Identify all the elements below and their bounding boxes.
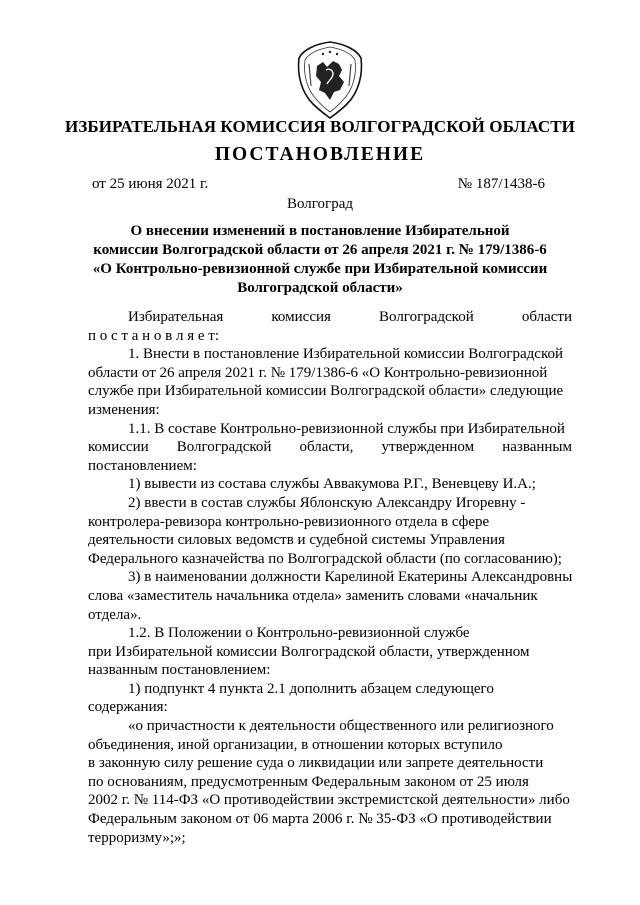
quote-line: Федеральным законом от 06 марта 2006 г. № 35-ФЗ «О противодействии [88,811,552,828]
paragraph-line: отдела». [88,606,142,623]
paragraph-line: слова «заместитель начальника отдела» заменить словами «начальник [88,587,538,604]
word: области, [299,439,354,456]
paragraph-line: постановлением: [88,457,197,474]
word: Волгоградской [176,439,272,456]
organization-name: ИЗБИРАТЕЛЬНАЯ КОМИССИЯ ВОЛГОГРАДСКОЙ ОБЛАСТИ [65,117,575,136]
word: утвержденном [381,439,475,456]
word: комиссия [271,309,331,325]
paragraph-line: 3) в наименовании должности Карелиной Екатерины Александровны [128,569,573,586]
paragraph-line: деятельности силовых ведомств и судебной системы Управления [88,532,505,549]
paragraph-line: 1.2. В Положении о Контрольно-ревизионной службе [128,625,470,642]
word: комиссии [88,439,149,456]
quote-line: «о причастности к деятельности общественного или религиозного [128,718,554,735]
paragraph-line [88,438,572,457]
paragraph-line: службе при Избирательной комиссии Волгоградской области» следующие [88,383,564,400]
document-city: Волгоград [286,196,353,212]
quote-line: 2002 г. № 114-ФЗ «О противодействии экстремистской деятельности» либо [88,792,570,809]
intro-line [88,308,572,327]
word: Волгоградской [379,309,474,325]
word: области [521,309,572,325]
title-line: Волгоградской области» [237,280,403,296]
paragraph-line: Федерального казначейства по Волгоградской области (по согласованию); [88,550,562,567]
paragraph-line: при Избирательной комиссии Волгоградской области, утвержденном [88,643,530,660]
paragraph-line: изменения: [88,401,160,418]
word: Избирательная [128,309,224,325]
document-title [85,222,555,298]
paragraph-line: содержания: [88,699,168,716]
coat-of-arms-icon [293,40,367,120]
quote-line: по основаниям, предусмотренным Федеральным законом от 25 июля [88,773,529,790]
paragraph-line: 1.1. В составе Контрольно-ревизионной службы при Избирательной [128,420,565,437]
document-date: от 25 июня 2021 г. [92,176,209,192]
quote-line: объединения, иной организации, в отношении которых вступило [88,736,503,753]
document-body [88,308,572,847]
paragraph-line: контролера-ревизора контрольно-ревизионного отдела в сфере [88,513,490,530]
quote-line: в законную силу решение суда о ликвидации или запрете деятельности [88,755,544,772]
title-line: комиссии Волгоградской области от 26 апреля 2021 г. № 179/1386-6 [93,242,547,258]
paragraph-line: 1) подпункт 4 пункта 2.1 дополнить абзацем следующего [128,680,494,697]
paragraph-line: 1) вывести из состава службы Аввакумова Р.Г., Веневцеву И.А.; [128,476,536,493]
word: названным [502,439,572,456]
paragraph-line: 1. Внести в постановление Избирательной комиссии Волгоградской [128,346,563,363]
paragraph-line: 2) ввести в состав службы Яблонскую Александру Игоревну - [128,494,526,511]
paragraph-line: области от 26 апреля 2021 г. № 179/1386-6 «О Контрольно-ревизионной [88,364,548,381]
document-type: ПОСТАНОВЛЕНИЕ [214,144,426,165]
title-line: «О Контрольно-ревизионной службе при Избирательной комиссии [92,261,548,277]
resolves-text: п о с т а н о в л я е т: [88,327,220,344]
paragraph-line: названным постановлением: [88,662,271,679]
document-number: № 187/1438-6 [457,176,545,192]
title-line: О внесении изменений в постановление Избирательной [130,223,510,239]
quote-line: терроризму»;»; [88,829,186,846]
